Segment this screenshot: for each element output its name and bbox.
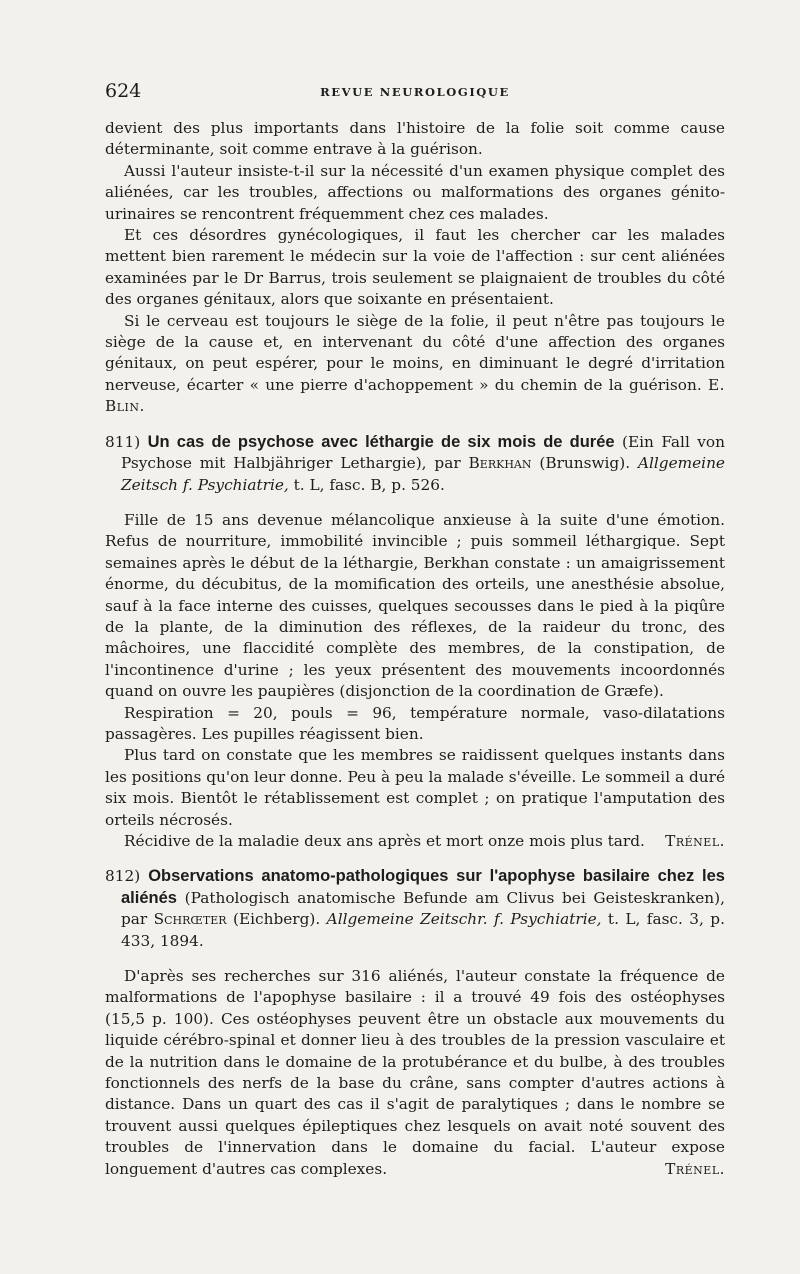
article-811 [105,432,725,853]
signature: E. Blin. [105,375,725,416]
paragraph: devient des plus importants dans l'histoire de la folie soit comme cause déterminante, soit comme entrave à la guérison. [105,119,725,159]
article-ref: (Pathologisch anatomische Befunde am Clivus bei Geisteskranken), par [121,888,725,929]
paragraph-with-signature [105,966,725,1180]
article-ref: (Ein Fall von Psychose mit Halbjähriger Lethargie), par [121,432,725,473]
article-author: Schrœter [153,910,227,929]
article-heading [105,432,725,496]
paragraph: Aussi l'auteur insiste-t-il sur la nécessité d'un examen physique complet des aliénées, car les troubles, affections ou malformations des organes génito-urinaires se rencontrent fréquemment chez ces malades. [105,161,725,223]
article-ref: (Eichberg). [233,910,321,929]
running-head [105,80,725,108]
article-ref: t. L, fasc. 3, p. 433, 1894. [121,910,725,950]
article-title: Observations anatomo-pathologiques sur l'apophyse basilaire chez les aliénés [121,867,725,907]
paragraph: Fille de 15 ans devenue mélancolique anxieuse à la suite d'une émotion. Refus de nourriture, immobilité invincible ; puis sommeil léthargique. Sept semaines après le début de la léthargie, Berkhan constate : un amaigrissement énorme, du décubitus, de la momification des orteils, une anesthésie absolue, sauf à la face interne des cuisses, quelques secousses dans le pied à la piqûre de la plante, de la diminution des réflexes, de la raideur du tronc, des mâchoires, une flaccidité complète des membres, de la constipation, de l'incontinence d'urine ; les yeux présentent des mouvements incoordonnés quand on ouvre les paupières (disjonction de la coordination de Græfe). [105,510,725,701]
page-number: 624 [105,80,142,102]
article-ref: t. L, fasc. B, p. 526. [293,475,445,494]
article-journal: Allgemeine Zeitschr. f. Psychiatrie, [326,910,602,929]
article-number: 812) [105,867,141,886]
paragraph-text: D'après ses recherches sur 316 aliénés, l'auteur constate la fréquence de malformations de l'apophyse basilaire : il a trouvé 49 fois des ostéophyses (15,5 p. 100). Ces ostéophyses peuvent être un obstacle aux mouvements du liquide cérébro-spinal et donner lieu à des troubles de la pression vasculaire et de la nutrition dans le domaine de la protubérance et du bulbe, à des troubles fonctionnels des nerfs de la base du crâne, sans compter d'autres actions à distance. Dans un quart des cas il s'agit de paralytiques ; dans le nombre se trouvent aussi quelques épileptiques chez lesquels on avait noté souvent des troubles de l'innervation dans le domaine du facial. L'auteur expose longuement d'autres cas complexes. [105,967,725,1178]
article-812 [105,866,725,1180]
page-body [105,118,725,1180]
article-journal: Allgemeine Zeitsch f. Psychiatrie, [121,454,725,494]
journal-title: REVUE NEUROLOGIQUE [320,85,510,99]
paragraph: Et ces désordres gynécologiques, il faut les chercher car les malades mettent bien rarement le médecin sur la voie de l'affection : sur cent aliénées examinées par le Dr Barrus, trois seulement se plaignaient de troubles du côté des organes génitaux, alors que soixante en présentaient. [105,226,725,309]
paragraph-text: Si le cerveau est toujours le siège de la folie, il peut n'être pas toujours le siège de la cause et, en intervenant du côté d'une affection des organes génitaux, on peut espérer, pour le moins, en diminuant le degré d'irritation nerveuse, écarter « une pierre d'achoppement » du chemin de la guérison. [105,311,725,394]
article-title: Un cas de psychose avec léthargie de six mois de durée [147,432,615,451]
article-number: 811) [105,432,141,451]
signature: Trénel. [665,1159,725,1178]
article-ref: (Brunswig). [539,454,631,473]
article-heading [105,866,725,952]
paragraph-with-signature [105,311,725,418]
signature: Trénel. [665,832,725,850]
paragraph: Respiration = 20, pouls = 96, température normale, vaso-dilatations passagères. Les pupilles réagissent bien. [105,703,725,743]
paragraph: Plus tard on constate que les membres se raidissent quelques instants dans les positions qu'on leur donne. Peu à peu la malade s'éveille. Le sommeil a duré six mois. Bientôt le rétablissement est complet ; on pratique l'amputation des orteils nécrosés. [105,746,725,829]
paragraph-with-signature [105,831,725,852]
paragraph-text: Récidive de la maladie deux ans après et mort onze mois plus tard. [124,832,645,850]
article-author: Berkhan [468,454,532,473]
